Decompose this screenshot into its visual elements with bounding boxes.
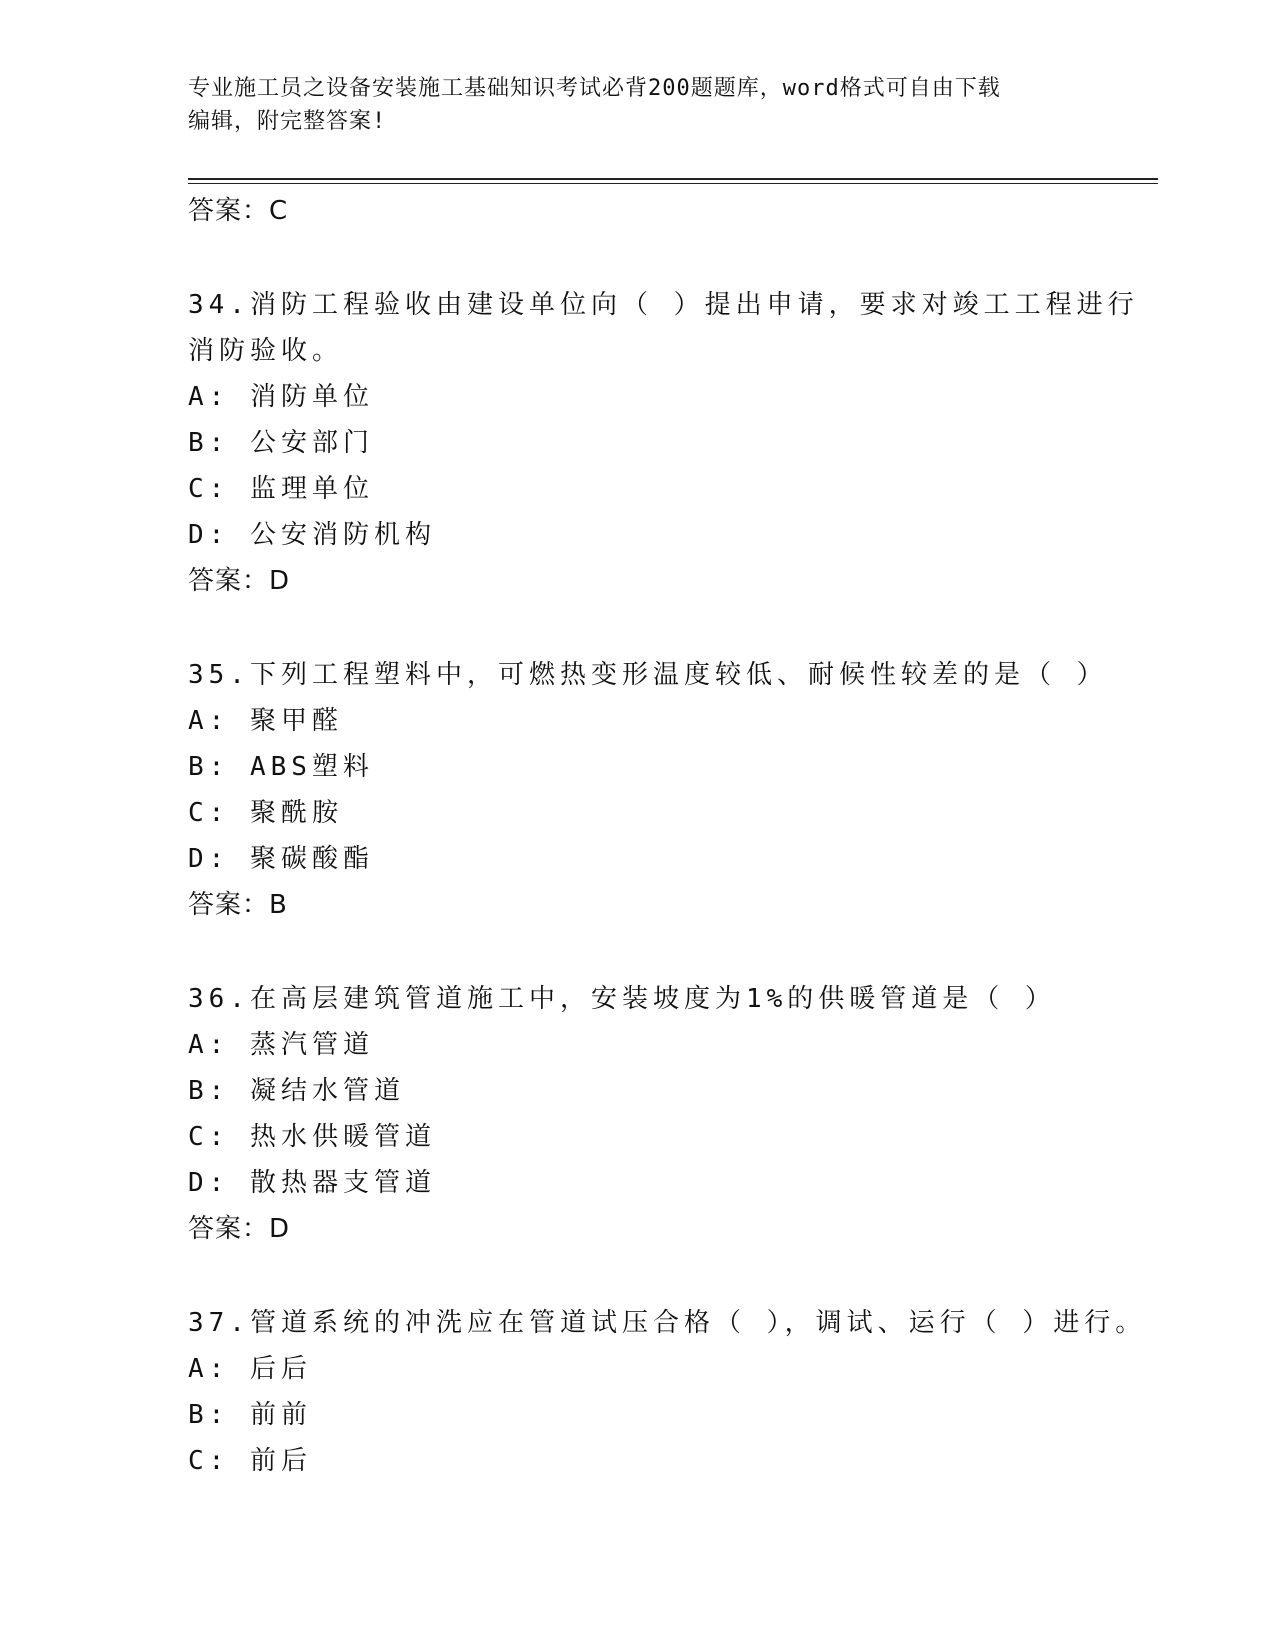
option-b: B: 公安部门 — [188, 428, 374, 458]
question-36 — [188, 976, 1088, 1252]
question-34 — [188, 282, 1139, 604]
option-c: C: 热水供暖管道 — [188, 1122, 436, 1152]
question-stem: 37.管道系统的冲洗应在管道试压合格（ ），调试、运行（ ）进行。 — [188, 1308, 1147, 1338]
question-stem: 34.消防工程验收由建设单位向（ ）提出申请，要求对竣工工程进行 — [188, 290, 1139, 320]
option-c: C: 聚酰胺 — [188, 798, 343, 828]
option-d: D: 散热器支管道 — [188, 1168, 436, 1198]
question-stem: 35.下列工程塑料中，可燃热变形温度较低、耐候性较差的是（ ） — [188, 660, 1108, 690]
option-d: D: 公安消防机构 — [188, 520, 436, 550]
header-line-2: 编辑，附完整答案! — [188, 109, 387, 134]
question-stem: 36.在高层建筑管道施工中，安装坡度为1%的供暖管道是（ ） — [188, 984, 1056, 1014]
option-a: A: 聚甲醛 — [188, 706, 343, 736]
question-35 — [188, 652, 1108, 928]
answer-line: 答案：B — [188, 890, 288, 920]
header-line-1: 专业施工员之设备安装施工基础知识考试必背200题题库，word格式可自由下载 — [188, 76, 1001, 101]
option-b: B: 前前 — [188, 1400, 312, 1430]
option-a: A: 消防单位 — [188, 382, 374, 412]
answer-line: 答案：D — [188, 566, 291, 596]
answer-line: 答案：C — [188, 196, 289, 226]
option-a: A: 蒸汽管道 — [188, 1030, 374, 1060]
question-37 — [188, 1300, 1147, 1484]
option-b: B: 凝结水管道 — [188, 1076, 405, 1106]
option-a: A: 后后 — [188, 1354, 312, 1384]
option-c: C: 前后 — [188, 1446, 312, 1476]
answer-line: 答案：D — [188, 1214, 291, 1244]
header-divider-thin — [188, 183, 1158, 184]
question-list — [188, 188, 1147, 1484]
question-stem-continued: 消防验收。 — [188, 336, 344, 366]
option-d: D: 聚碳酸酯 — [188, 844, 374, 874]
option-b: B: ABS塑料 — [188, 752, 374, 782]
document-header — [188, 72, 1088, 138]
option-c: C: 监理单位 — [188, 474, 374, 504]
header-divider — [188, 178, 1158, 180]
